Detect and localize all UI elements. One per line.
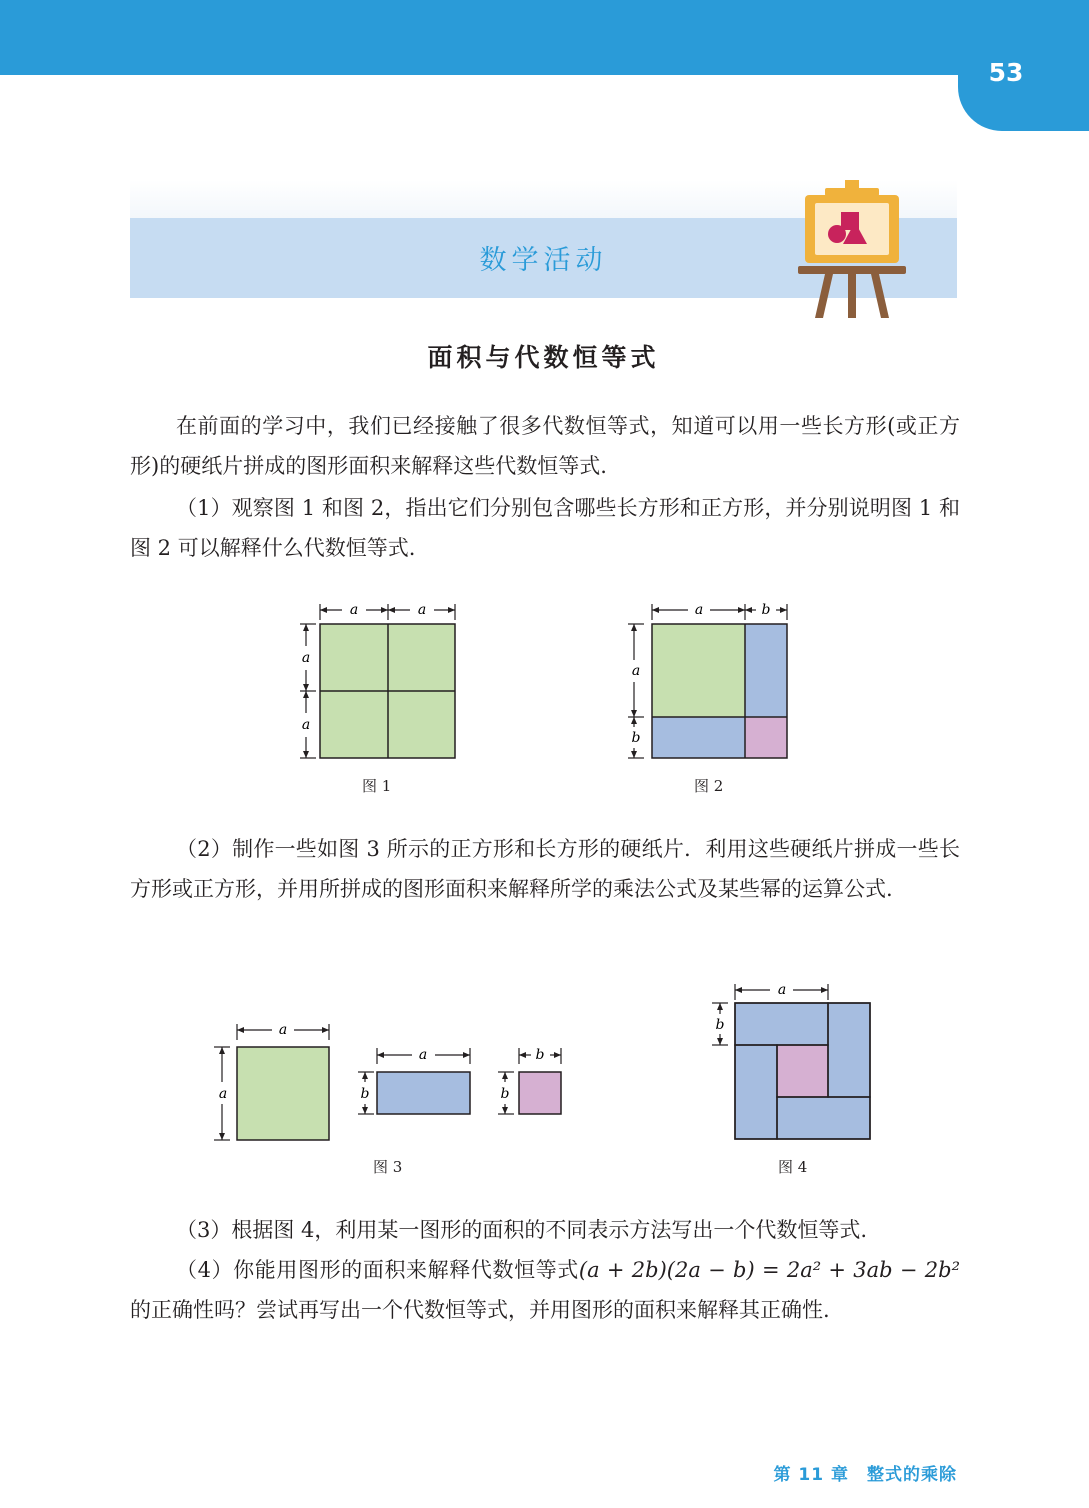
figure-3	[208, 1018, 578, 1148]
fig3-rect-top-label: a	[418, 1047, 428, 1063]
easel-icon	[795, 178, 910, 320]
fig3-square-top-label: a	[278, 1022, 288, 1038]
activity-subtitle: 面积与代数恒等式	[427, 343, 660, 372]
fig4-left-label: b	[715, 1017, 725, 1033]
figure-1-caption: 图 1	[362, 777, 392, 795]
banner-title: 数学活动	[479, 245, 608, 276]
chapter-footer: 第 11 章 整式的乘除	[773, 1465, 957, 1485]
fig1-label-left2: a	[301, 717, 311, 733]
fig2-label-left2: b	[631, 730, 641, 746]
fig1-label-left1: a	[301, 650, 311, 666]
question-4-prefix: （4）你能用图形的面积来解释代数恒等式	[176, 1258, 579, 1282]
fig3-rect-left-label: b	[360, 1086, 370, 1102]
figure-3-caption: 图 3	[373, 1158, 403, 1176]
fig1-label-top2: a	[417, 602, 427, 618]
figure-4-caption: 图 4	[778, 1158, 808, 1176]
question-1: （1）观察图 1 和图 2，指出它们分别包含哪些长方形和正方形，并分别说明图 1 和图 2 可以解释什么代数恒等式.	[130, 496, 960, 560]
fig2-label-left1: a	[631, 663, 641, 679]
question-4-suffix: 的正确性吗？尝试再写出一个代数恒等式，并用图形的面积来解释其正确性.	[130, 1298, 830, 1322]
fig3-square-left-label: a	[218, 1086, 228, 1102]
question-4	[130, 1250, 960, 1330]
fig2-label-top2: b	[761, 602, 771, 618]
fig3-small-top-label: b	[535, 1047, 545, 1063]
question-4-formula: (a + 2b)(2a − b) = 2a² + 3ab − 2b²	[578, 1258, 961, 1282]
fig4-top-label: a	[777, 982, 787, 998]
figure-1	[292, 598, 467, 766]
fig3-small-left-label: b	[500, 1086, 510, 1102]
intro-paragraph: 在前面的学习中，我们已经接触了很多代数恒等式，知道可以用一些长方形(或正方形)的硬纸片拼成的图形面积来解释这些代数恒等式.	[130, 414, 960, 478]
figure-2	[624, 598, 799, 766]
fig2-label-top1: a	[694, 602, 704, 618]
figure-4	[704, 976, 879, 1146]
page-number: 53	[988, 58, 1024, 87]
question-3: （3）根据图 4，利用某一图形的面积的不同表示方法写出一个代数恒等式.	[176, 1218, 868, 1242]
top-color-bar	[0, 0, 1089, 75]
figure-2-caption: 图 2	[694, 777, 724, 795]
question-2: （2）制作一些如图 3 所示的正方形和长方形的硬纸片．利用这些硬纸片拼成一些长方形或正方形，并用所拼成的图形面积来解释所学的乘法公式及某些幂的运算公式.	[130, 837, 960, 901]
fig1-label-top1: a	[349, 602, 359, 618]
